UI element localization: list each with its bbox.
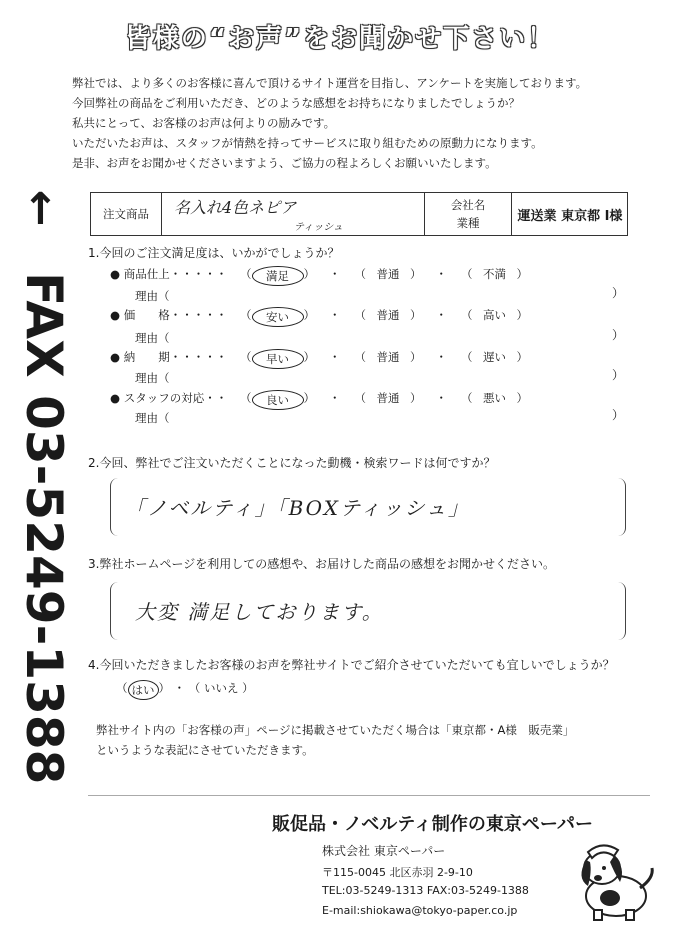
product-value: 名入れ4色ネピア [174,198,297,217]
company-value: 運送業 東京都 I様 [517,208,623,224]
q1-separator: ・ [329,391,341,405]
product-label: 注文商品 [103,207,149,221]
q1-row-label: ● 価 格・・・・・ [110,308,228,322]
dog-mascot-icon [566,838,662,924]
q1-reason-label: 理由（ [135,331,170,345]
q3-answer: 大変 満足しております。 [135,600,384,624]
q1-reason-close: ） [612,408,625,422]
company-address: 〒115-0045 北区赤羽 2-9-10 [322,866,473,879]
q1-reason-close: ） [612,368,625,382]
company-name: 株式会社 東京ペーパー [322,844,446,858]
q1-separator: ・ [435,308,447,322]
divider [88,795,650,796]
q1-reason-label: 理由（ [135,411,170,425]
company-tel-fax: TEL:03-5249-1313 FAX:03-5249-1388 [322,884,529,897]
q1-separator: ・ [435,267,447,281]
q1-separator: ・ [329,308,341,322]
company-label: 会社名 [450,198,486,212]
product-value-sub: ティッシュ [294,222,343,233]
q1-option: 不満 [483,267,506,281]
company-tagline: 販促品・ノベルティ制作の東京ペーパー [272,814,593,835]
q1-reason-label: 理由（ [135,289,170,303]
q1-reason-label: 理由（ [135,371,170,385]
page-title: 皆様の“お声”をお聞かせ下さい！ [124,24,556,54]
q1-row: ● 納 期・・・・・ （ 早い ） ・ （ 普通 ） ・ （ 遅い ） [110,349,528,369]
q1-separator: ・ [435,350,447,364]
q1-option: 普通 [376,391,400,405]
q1-option: 普通 [376,267,400,281]
q4-no: いいえ [203,681,239,695]
note-line-1: 弊社サイト内の「お客様の声」ページに掲載させていただく場合は「東京都・A様 販売業」 [96,723,575,737]
q1-option: 良い [252,390,304,410]
order-table [90,192,628,236]
q1-option: 早い [252,349,304,369]
q1-heading: 1.今回のご注文満足度は、いかがでしょうか？ [88,246,340,260]
q1-row-label: ● 商品仕上・・・・・ [110,267,228,281]
product-value-cell [162,193,424,235]
q1-separator: ・ [435,391,447,405]
q1-option: 満足 [252,266,304,286]
q1-reason-close: ） [612,286,625,300]
company-email: E-mail:shiokawa@tokyo-paper.co.jp [322,904,518,917]
q1-separator: ・ [329,267,341,281]
intro-line-1: 弊社では、より多くのお客様に喜んで頂けるサイト運営を目指し、アンケートを実施しております。 [72,76,588,90]
note-line-2: というような表記にさせていただきます。 [96,743,314,757]
company-label-cell [425,193,511,235]
q4-yes: はい [128,680,159,700]
industry-label: 業種 [456,216,480,230]
q3-answer-box [110,582,626,640]
q1-option: 遅い [483,350,506,364]
q1-option: 安い [252,307,304,327]
q1-row-label: ● スタッフの対応・・ [110,391,228,405]
q4-heading: 4.今回いただきましたお客様のお声を弊社サイトでご紹介させていただいても宜しいでしょうか？ [88,658,615,672]
q1-row: ● 商品仕上・・・・・ （ 満足 ） ・ （ 普通 ） ・ （ 不満 ） [110,266,528,286]
intro-line-5: 是非、お声をお聞かせくださいますよう、ご協力の程よろしくお願いいたします。 [72,156,497,170]
q1-row-label: ● 納 期・・・・・ [110,350,228,364]
intro-line-3: 私共にとって、お客様のお声は何よりの励みです。 [72,116,336,130]
q1-row: ● スタッフの対応・・ （ 良い ） ・ （ 普通 ） ・ （ 悪い ） [110,390,528,410]
q1-option: 悪い [483,391,506,405]
q1-option: 普通 [376,350,400,364]
intro-line-2: 今回弊社の商品をご利用いただき、どのような感想をお持ちになりましたでしょうか？ [72,96,521,110]
q1-option: 普通 [376,308,400,322]
q1-option: 高い [483,308,506,322]
q2-answer: 「ノベルティ」「BOXティッシュ」 [125,496,470,520]
q2-answer-box [110,478,626,536]
fax-number-vertical: FAX 03-5249-1388 [15,272,73,785]
q3-heading: 3.弊社ホームページを利用しての感想や、お届けした商品の感想をお聞かせください。 [88,557,555,571]
q4-options: （ はい ） ・ （ いいえ ） [116,680,254,700]
q1-reason-close: ） [612,328,625,342]
intro-line-4: いただいたお声は、スタッフが情熱を持ってサービスに取り組むための原動力になります。 [72,136,543,150]
up-arrow-icon: ↑ [22,184,59,235]
q1-row: ● 価 格・・・・・ （ 安い ） ・ （ 普通 ） ・ （ 高い ） [110,307,528,327]
q1-separator: ・ [329,350,341,364]
q2-heading: 2.今回、弊社でご注文いただくことになった動機・検索ワードは何ですか？ [88,456,496,470]
